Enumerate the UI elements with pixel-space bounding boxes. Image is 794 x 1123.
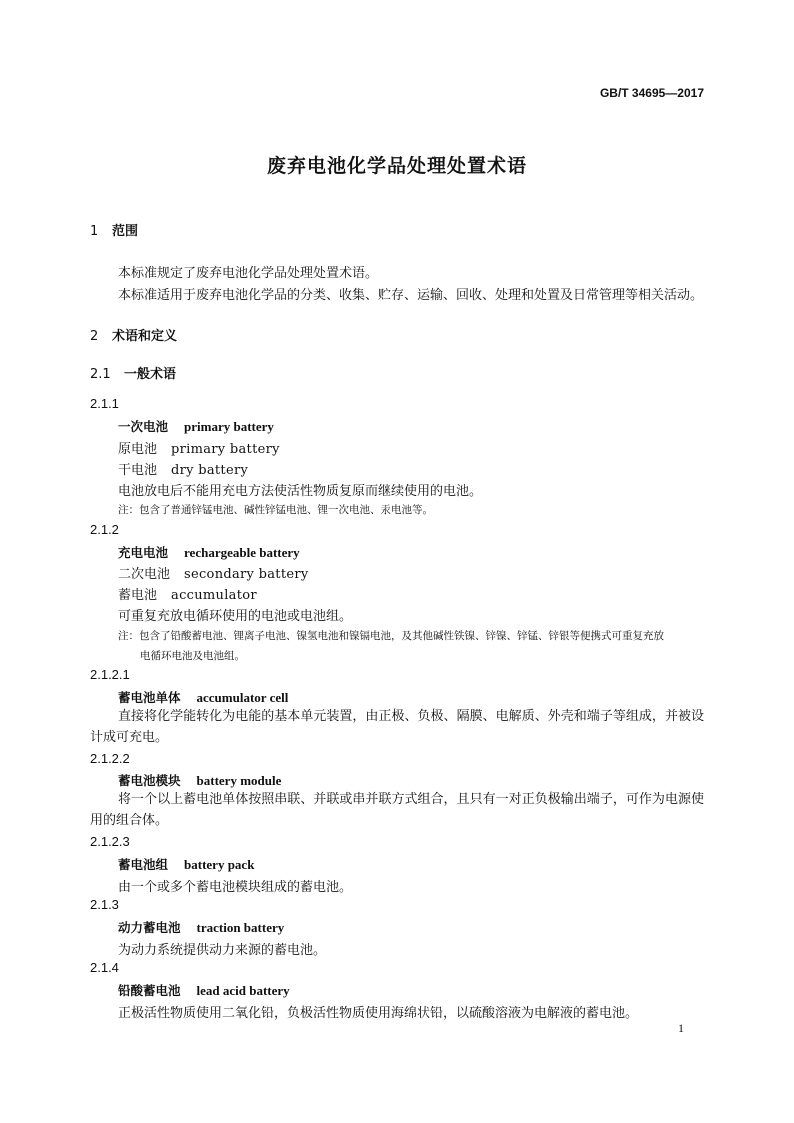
entry-number: 2.1.3 [90,897,119,912]
definition: 将一个以上蓄电池单体按照串联、并联或串并联方式组合，且只有一对正负极输出端子，可作为电源使用的组合体。 [90,792,704,828]
entry-number: 2.1.1 [90,396,119,411]
synonym-english: primary battery [171,442,280,457]
page-number: 1 [678,1021,684,1035]
synonym-english: accumulator [171,588,257,603]
entry-number: 2.1.2 [90,522,119,537]
term-chinese: 蓄电池组 [118,857,169,872]
term-english: accumulator cell [196,690,289,705]
section-title: 术语和定义 [112,329,178,344]
synonym [118,438,280,457]
document-title: 废弃电池化学品处理处置术语 [266,155,527,177]
term-chinese: 充电电池 [118,545,169,560]
synonym-chinese: 干电池 [118,463,158,478]
term-english: lead acid battery [196,983,290,998]
section-2-heading [90,325,177,344]
entry-number: 2.1.2.2 [90,751,130,766]
synonym-chinese: 原电池 [118,442,158,457]
section-title: 一般术语 [124,367,177,382]
definition: 直接将化学能转化为电能的基本单元装置，由正极、负极、隔膜、电解质、外壳和端子等组成，并被设计成可充电。 [90,709,704,745]
entry-number: 2.1.4 [90,960,119,975]
term-english: primary battery [184,419,274,434]
term-heading [118,417,274,435]
term-chinese: 铅酸蓄电池 [118,983,181,998]
synonym [118,563,309,582]
term-heading [118,543,300,561]
scope-paragraph-2: 本标准适用于废弃电池化学品的分类、收集、贮存、运输、回收、处理和处置及日常管理等相关活动。 [118,288,704,303]
term-chinese: 动力蓄电池 [118,920,181,935]
synonym-english: secondary battery [184,567,309,582]
entry-number: 2.1.2.3 [90,834,130,849]
synonym-chinese: 蓄电池 [118,588,158,603]
definition: 由一个或多个蓄电池模块组成的蓄电池。 [118,880,353,895]
note-continuation: 电循环电池及电池组。 [140,650,245,662]
definition: 为动力系统提供动力来源的蓄电池。 [118,943,327,958]
section-number: 2.1 [90,367,111,382]
term-english: battery module [196,773,282,788]
term-chinese: 蓄电池单体 [118,690,181,705]
synonym-english: dry battery [171,463,249,478]
section-number: 1 [90,224,99,239]
definition: 正极活性物质使用二氧化铅，负极活性物质使用海绵状铅，以硫酸溶液为电解液的蓄电池。 [118,1006,639,1021]
term-chinese: 蓄电池模块 [118,773,181,788]
term-english: traction battery [196,920,285,935]
standard-number: GB/T 34695—2017 [599,86,704,100]
synonym [118,459,248,478]
synonym [118,584,257,603]
term-heading [118,981,290,999]
term-heading [118,918,284,936]
term-english: rechargeable battery [184,545,300,560]
entry-number: 2.1.2.1 [90,667,130,682]
term-chinese: 一次电池 [118,419,169,434]
term-heading [118,855,254,873]
term-heading [118,771,281,789]
term-heading [118,688,288,706]
synonym-chinese: 二次电池 [118,567,171,582]
note: 注：包含了铅酸蓄电池、锂离子电池、镍氢电池和镍镉电池，及其他碱性铁镍、锌镍、锌锰、锌银等便携式可重复充放 [118,630,664,642]
scope-paragraph-1: 本标准规定了废弃电池化学品处理处置术语。 [118,266,379,281]
definition: 可重复充放电循环使用的电池或电池组。 [118,609,353,624]
term-english: battery pack [184,857,255,872]
section-1-heading [90,220,138,239]
definition: 电池放电后不能用充电方法使活性物质复原而继续使用的电池。 [118,484,483,499]
section-2-1-heading [90,363,176,382]
section-title: 范围 [112,224,139,239]
note: 注：包含了普通锌锰电池、碱性锌锰电池、锂一次电池、汞电池等。 [118,504,433,516]
section-number: 2 [90,329,99,344]
